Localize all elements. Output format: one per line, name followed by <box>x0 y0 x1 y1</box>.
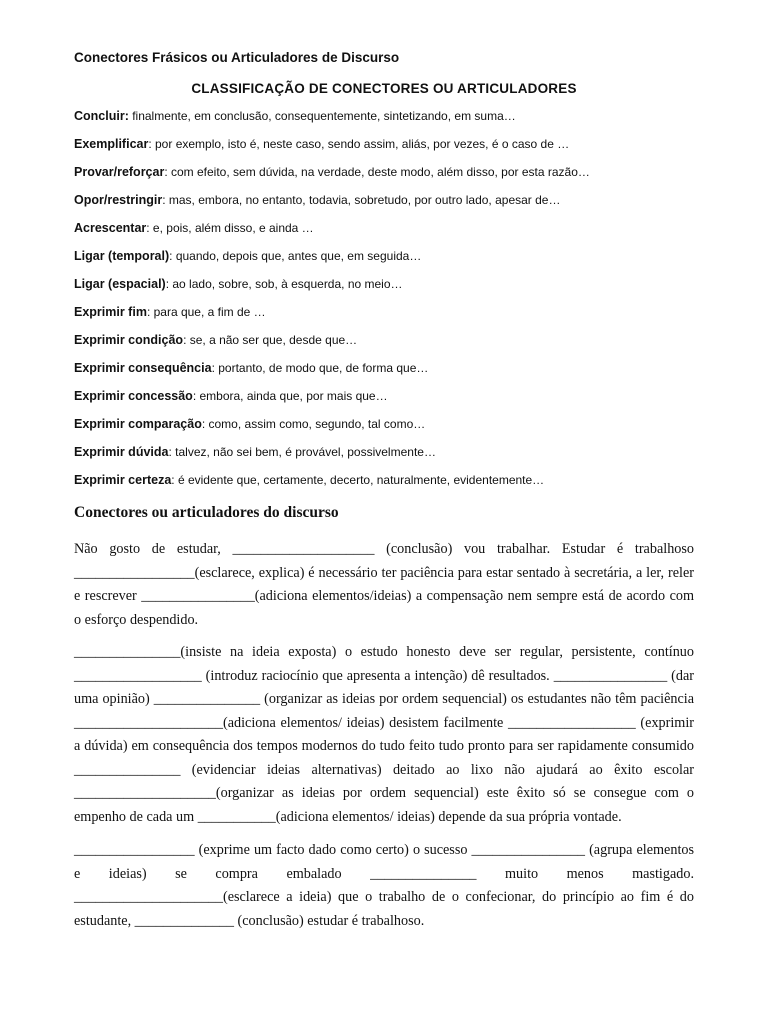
connector-examples: : mas, embora, no entanto, todavia, sobretudo, por outro lado, apesar de… <box>162 193 561 207</box>
connector-examples: : como, assim como, segundo, tal como… <box>201 417 426 431</box>
connector-list <box>74 108 694 500</box>
connector-examples: : com efeito, sem dúvida, na verdade, deste modo, além disso, por esta razão… <box>164 165 590 179</box>
connector-item <box>74 416 694 444</box>
connector-examples: : e, pois, além disso, e ainda … <box>146 221 314 235</box>
connector-term: Exemplificar <box>74 137 149 151</box>
connector-item <box>74 164 694 192</box>
exercise-paragraph: _______________(insiste na ideia exposta) o estudo honesto deve ser regular, persistente, contínuo __________________ (introduz raciocínio que apresenta a intenção) dê resultados. ________________ (dar uma opinião) _______________ (organizar as ideias por ordem sequencial) os estudantes não têm paciência _____________________(adiciona elementos/ ideias) desistem facilmente __________________ (exprimir a dúvida) em consequência dos tempos modernos do tudo feito tudo pronto para ser rapidamente consumido _______________ (evidenciar ideias alternativas) deitado ao lixo não ajudará ao êxito escolar ____________________(organizar as ideias por ordem sequencial) este êxito só se consegue com o empenho de cada um ___________(adiciona elementos/ ideias) depende da sua própria vontade. <box>74 644 694 825</box>
connector-term: Exprimir dúvida <box>74 445 169 459</box>
connector-term: Exprimir comparação <box>74 417 202 431</box>
connector-item <box>74 332 694 360</box>
connector-item <box>74 388 694 416</box>
connector-term: Concluir: <box>74 109 129 123</box>
connector-term: Acrescentar <box>74 221 147 235</box>
connector-examples: : por exemplo, isto é, neste caso, sendo assim, aliás, por vezes, é o caso de … <box>148 137 570 151</box>
document-page <box>74 50 694 943</box>
connector-item <box>74 248 694 276</box>
exercise-paragraph: _________________ (exprime um facto dado como certo) o sucesso ________________ (agrupa elementos e ideias) se compra embalado _______________ muito menos mastigado. _____________________(esclarece a ideia) que o trabalho de o confecionar, do princípio ao fim é do estudante, ______________ (conclusão) estudar é trabalhoso. <box>74 842 694 929</box>
section-heading: CLASSIFICAÇÃO DE CONECTORES OU ARTICULADORES <box>191 81 577 96</box>
connector-examples: : quando, depois que, antes que, em seguida… <box>169 249 422 263</box>
exercise-heading: Conectores ou articuladores do discurso <box>74 504 339 521</box>
connector-examples: : embora, ainda que, por mais que… <box>192 389 388 403</box>
connector-examples: : ao lado, sobre, sob, à esquerda, no meio… <box>165 277 403 291</box>
connector-item <box>74 136 694 164</box>
connector-term: Exprimir fim <box>74 305 147 319</box>
document-title: Conectores Frásicos ou Articuladores de Discurso <box>74 50 400 65</box>
connector-examples: : talvez, não sei bem, é provável, possivelmente… <box>168 445 436 459</box>
connector-term: Exprimir concessão <box>74 389 193 403</box>
connector-term: Provar/reforçar <box>74 165 165 179</box>
connector-examples: : se, a não ser que, desde que… <box>183 333 358 347</box>
connector-item <box>74 108 694 136</box>
exercise-paragraph: Não gosto de estudar, ____________________ (conclusão) vou trabalhar. Estudar é trabalhoso _________________(esclarece, explica) é necessário ter paciência para estar sentado à secretária, a ler, reler e rescrever ________________(adiciona elementos/ideias) a compensação nem sempre está de acordo com o esforço despendido. <box>74 541 694 628</box>
connector-examples: finalmente, em conclusão, consequentemente, sintetizando, em suma… <box>128 109 516 123</box>
connector-term: Opor/restringir <box>74 193 163 207</box>
connector-item <box>74 304 694 332</box>
connector-examples: : para que, a fim de … <box>146 305 266 319</box>
connector-term: Exprimir certeza <box>74 473 172 487</box>
connector-item <box>74 472 694 500</box>
connector-term: Ligar (temporal) <box>74 249 170 263</box>
connector-item <box>74 276 694 304</box>
connector-item <box>74 220 694 248</box>
connector-item <box>74 360 694 388</box>
connector-term: Ligar (espacial) <box>74 277 166 291</box>
connector-item <box>74 444 694 472</box>
connector-examples: : é evidente que, certamente, decerto, naturalmente, evidentemente… <box>171 473 545 487</box>
connector-term: Exprimir consequência <box>74 361 212 375</box>
connector-examples: : portanto, de modo que, de forma que… <box>211 361 429 375</box>
connector-item <box>74 192 694 220</box>
connector-term: Exprimir condição <box>74 333 184 347</box>
